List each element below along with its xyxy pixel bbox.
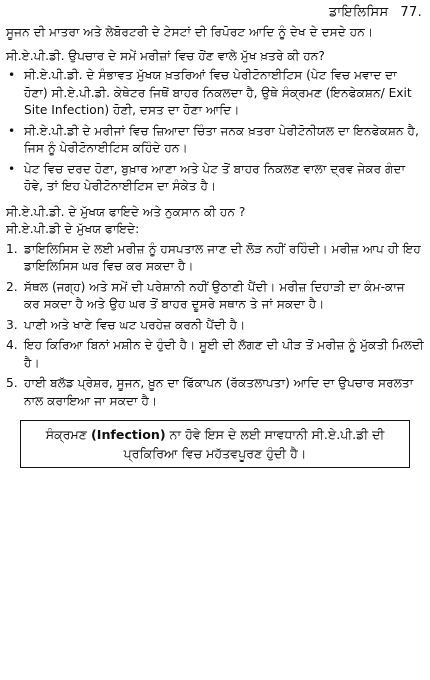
list-item — [6, 337, 424, 372]
bullet-marker: • — [8, 161, 16, 176]
list-item — [6, 161, 424, 196]
running-header — [6, 4, 424, 22]
list-item-text: ਹਾਈ ਬਲੱਡ ਪ੍ਰੇਸ਼ਰ, ਸੂਜਨ, ਖ਼ੂਨ ਦਾ ਫਿੱਕਾਪਨ (ਰੱਕਤਲਾਪਤਾ) ਆਦਿ ਦਾ ਉਪਚਾਰ ਸਰਲਤਾ ਨਾਲ ਕਰਾਇਆ ਜਾ ਸਕਦਾ ਹੈ। — [24, 376, 414, 408]
benefits-list — [6, 241, 424, 411]
list-item — [6, 317, 424, 335]
note-text-start: ਸੰਕ੍ਰਮਣ — [45, 427, 92, 442]
note-box — [20, 420, 410, 468]
intro-paragraph: ਸੂਜਨ ਦੀ ਮਾਤਰਾ ਅਤੇ ਲੇਬੋਰਟਰੀ ਦੇ ਟੇਸਟਾਂ ਦੀ ਰਿਪੋਰਟ ਆਦਿ ਨੂੰ ਦੇਖ ਦੇ ਦਸਦੇ ਹਨ। — [6, 25, 374, 39]
list-item — [6, 375, 424, 410]
bullet-marker: • — [8, 68, 16, 82]
bullet-marker: • — [8, 123, 16, 138]
list-item-text: ਪੇਟ ਵਿਚ ਦਰਦ ਹੋਣਾ, ਬੁਖ਼ਾਰ ਆਣਾ ਅਤੇ ਪੇਟ ਤੋਂ ਬਾਹਰ ਨਿਕਲਣ ਵਾਲਾ ਦ੍ਰਵ ਜੇਕਰ ਗੰਦਾ ਹੋਵੇ, ਤਾਂ ਇਹ ਪੇਰੀਟੋਨਾਈਟਿਸ ਦਾ ਸੰਕੇਤ ਹੈ। — [24, 161, 406, 193]
header-title: ਡਾਇਲਿਸਿਸ — [328, 5, 389, 20]
item-number: 2. — [6, 279, 18, 294]
list-item — [6, 241, 424, 276]
list-item-text: ਸੀ.ਏ.ਪੀ.ਡੀ. ਦੇ ਸੰਭਾਵਤ ਮੁੱਖਯ ਖ਼ਤਰਿਆਂ ਵਿਚ ਪੇਰੀਟੋਨਾਈਟਿਸ (ਪੇਟ ਵਿਚ ਮਵਾਦ ਦਾ ਹੋਣਾ) ਸੀ.ਏ.ਪੀ.ਡੀ. ਕੇਥੇਟਰ ਜਿਥੋਂ ਬਾਹਰ ਨਿਕਲਦਾ ਹੈ, ਉਥੇ ਸੰਕ੍ਰਮਣ (ਇਨਫੇਕਸ਼ਨ/ Exit Site Infection) ਹੋਣੀ, ਦਸਤ ਦਾ ਹੋਣਾ ਆਦਿ। — [24, 68, 412, 117]
risks-list — [6, 67, 424, 196]
list-item-text: ਇਹ ਕਿਰਿਆ ਬਿਨਾਂ ਮਸ਼ੀਨ ਦੇ ਹੁੰਦੀ ਹੈ। ਸੂਈ ਦੀ ਲੱਗਣ ਦੀ ਪੀੜ ਤੋਂ ਮਰੀਜ਼ ਨੂੰ ਮੁੱਕਤੀ ਮਿਲਦੀ ਹੈ। — [24, 338, 424, 370]
list-item — [6, 67, 424, 120]
list-item — [6, 123, 424, 158]
list-item-text: ਪਾਣੀ ਅਤੇ ਖਾਣੇ ਵਿਚ ਘਟ ਪਰਹੇਜ਼ ਕਰਨੀ ਪੈਂਦੀ ਹੈ। — [24, 317, 246, 332]
list-item-text: ਸੀ.ਏ.ਪੀ.ਡੀ ਦੇ ਮਰੀਜਾਂ ਵਿਚ ਜ਼ਿਆਦਾ ਚਿੰਤਾ ਜਨਕ ਖ਼ਤਰਾ ਪੇਰੀਟੋਨੀਯਲ ਦਾ ਇਨਫੇਕਸ਼ਨ ਹੈ, ਜਿਸ ਨੂੰ ਪੇਰੀਟੋਨਾਈਟਿਸ ਕਹਿੰਦੇ ਹਨ। — [24, 123, 419, 155]
benefits-heading: ਸੀ.ਏ.ਪੀ.ਡੀ ਦੇ ਮੁੱਖਯ ਫਾਇਦੇ: — [6, 222, 140, 236]
item-number: 1. — [6, 241, 18, 256]
question-benefits: ਸੀ.ਏ.ਪੀ.ਡੀ. ਦੇ ਮੁੱਖਯ ਫਾਇਦੇ ਅਤੇ ਨੁਕਸਾਨ ਕੀ ਹਨ ? — [6, 204, 246, 219]
list-item-text: ਸੱਥਲ (ਜਗ੍ਹ) ਅਤੇ ਸਮੇਂ ਦੀ ਪਰੇਸ਼ਾਨੀ ਨਹੀਂ ਉਠਾਣੀ ਪੈਂਦੀ। ਮਰੀਜ਼ ਦਿਹਾੜੀ ਦਾ ਕੰਮ-ਕਾਜ ਕਰ ਸਕਦਾ ਹੈ ਅਤੇ ਉਹ ਘਰ ਤੋਂ ਬਾਹਰ ਦੂਸਰੇ ਸਥਾਨ ਤੇ ਜਾਂ ਸਕਦਾ ਹੈ। — [24, 279, 405, 311]
item-number: 5. — [6, 376, 18, 390]
page-number: 77. — [400, 5, 422, 20]
item-number: 3. — [6, 317, 18, 332]
note-infection-term: (Infection) — [91, 427, 166, 442]
note-text-end: ਨਾ ਹੋਵੇ ਇਸ ਦੇ ਲਈ ਸਾਵਧਾਨੀ ਸੀ.ਏ.ਪੀ.ਡੀ ਦੀ ਪ੍ਰਕਿਰਿਆ ਵਿਚ ਮਹੱਤਵਪੂਰਣ ਹੁੰਦੀ ਹੈ। — [123, 427, 385, 461]
question-risks: ਸੀ.ਏ.ਪੀ.ਡੀ. ਉਪਚਾਰ ਦੇ ਸਮੇਂ ਮਰੀਜ਼ਾਂ ਵਿਚ ਹੋਂਣ ਵਾਲੇ ਮੁੱਖ ਖ਼ਤਰੇ ਕੀ ਹਨ? — [6, 48, 325, 63]
item-number: 4. — [6, 338, 18, 352]
list-item — [6, 279, 424, 314]
list-item-text: ਡਾਇਲਿਸਿਸ ਦੇ ਲਈ ਮਰੀਜ਼ ਨੂੰ ਹਸਪਤਾਲ ਜਾਣ ਦੀ ਲੋੜ ਨਹੀਂ ਰਹਿੰਦੀ। ਮਰੀਜ਼ ਆਪ ਹੀ ਇਹ ਡਾਇਲਿਸਿਸ ਘਰ ਵਿਚ ਕਰ ਸਕਦਾ ਹੈ। — [24, 241, 421, 273]
